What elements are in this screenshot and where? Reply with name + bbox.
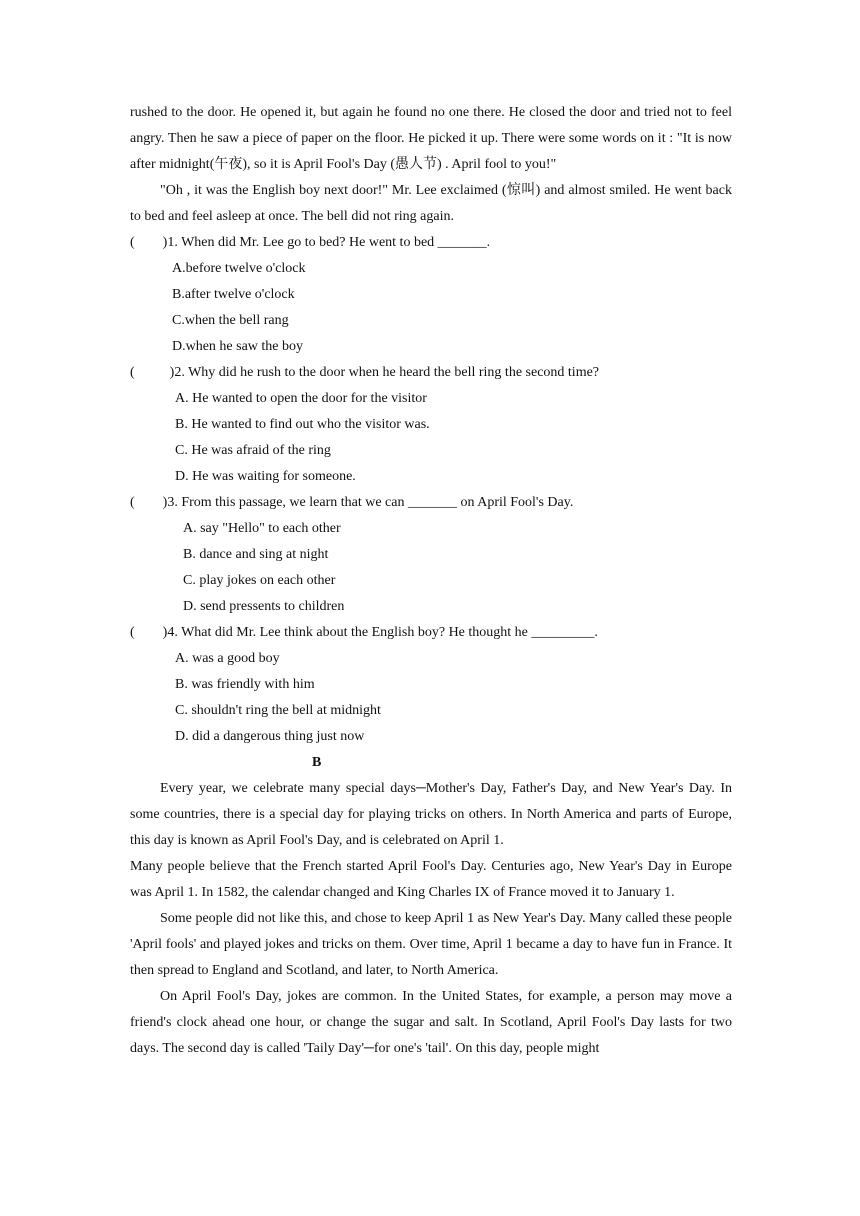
passage-a-paragraph-2: "Oh , it was the English boy next door!" Mr. Lee exclaimed (惊叫) and almost smiled. He went back to bed and feel asleep at once. The bell did not ring again. bbox=[130, 183, 732, 224]
passage-b-paragraph-3: Some people did not like this, and chose to keep April 1 as New Year's Day. Many called these people 'April fools' and played jokes and tricks on them. Over time, April 1 became a day to have fun in France. It then spread to England and Scotland, and later, to North America. bbox=[130, 911, 732, 978]
question-option: D. did a dangerous thing just now bbox=[175, 729, 365, 744]
question-4 bbox=[130, 620, 732, 750]
passage-b-paragraph-2: Many people believe that the French started April Fool's Day. Centuries ago, New Year's Day in Europe was April 1. In 1582, the calendar changed and King Charles IX of France moved it to January 1. bbox=[130, 859, 732, 900]
question-option: D.when he saw the boy bbox=[172, 339, 304, 354]
question-option: D. send pressents to children bbox=[183, 599, 345, 614]
question-stem: ( )4. What did Mr. Lee think about the English boy? He thought he _________. bbox=[130, 625, 598, 640]
question-option: A.before twelve o'clock bbox=[172, 261, 306, 276]
question-option: B.after twelve o'clock bbox=[172, 287, 295, 302]
question-stem: ( )3. From this passage, we learn that we can _______ on April Fool's Day. bbox=[130, 495, 574, 510]
question-2 bbox=[130, 360, 732, 490]
section-heading: B bbox=[312, 755, 322, 770]
question-stem: ( )2. Why did he rush to the door when he heard the bell ring the second time? bbox=[130, 365, 600, 380]
passage-b-paragraph-1: Every year, we celebrate many special days─Mother's Day, Father's Day, and New Year's Day. In some countries, there is a special day for playing tricks on others. In North America and parts of Europe, this day is known as April Fool's Day, and is celebrated on April 1. bbox=[130, 781, 732, 848]
question-option: B. was friendly with him bbox=[175, 677, 315, 692]
passage-b-paragraph-4: On April Fool's Day, jokes are common. In the United States, for example, a person may move a friend's clock ahead one hour, or change the sugar and salt. In Scotland, April Fool's Day lasts for two days. The second day is called 'Taily Day'─for one's 'tail'. On this day, people might bbox=[130, 989, 732, 1056]
question-option: A. He wanted to open the door for the visitor bbox=[175, 391, 427, 406]
question-option: C. He was afraid of the ring bbox=[175, 443, 331, 458]
question-1 bbox=[130, 230, 732, 360]
question-stem: ( )1. When did Mr. Lee go to bed? He went to bed _______. bbox=[130, 235, 491, 250]
question-3 bbox=[130, 490, 732, 620]
question-option: B. dance and sing at night bbox=[183, 547, 329, 562]
question-option: A. was a good boy bbox=[175, 651, 280, 666]
question-option: B. He wanted to find out who the visitor was. bbox=[175, 417, 430, 432]
passage-a-paragraph-1: rushed to the door. He opened it, but again he found no one there. He closed the door and tried not to feel angry. Then he saw a piece of paper on the floor. He picked it up. There were some words on it : "It is now after midnight(午夜), so it is April Fool's Day (愚人节) . April fool to you!" bbox=[130, 105, 732, 172]
question-option: D. He was waiting for someone. bbox=[175, 469, 356, 484]
question-option: A. say "Hello" to each other bbox=[183, 521, 341, 536]
question-option: C. play jokes on each other bbox=[183, 573, 336, 588]
question-option: C.when the bell rang bbox=[172, 313, 289, 328]
document-page bbox=[130, 100, 732, 1062]
question-option: C. shouldn't ring the bell at midnight bbox=[175, 703, 381, 718]
